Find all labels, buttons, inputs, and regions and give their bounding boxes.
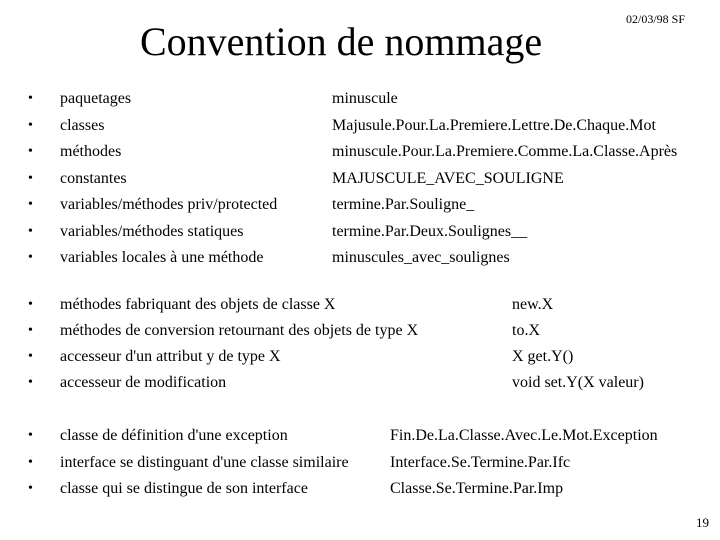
item-value: Fin.De.La.Classe.Avec.Le.Mot.Exception (390, 427, 658, 444)
bullet-icon: • (28, 170, 33, 186)
slide-date: 02/03/98 SF (626, 12, 686, 26)
list-item (0, 480, 720, 507)
list-item (0, 143, 720, 170)
bullet-icon: • (28, 250, 33, 265)
bullet-icon: • (28, 297, 33, 312)
item-label: constantes (60, 169, 127, 187)
item-value: Majusule.Pour.La.Premiere.Lettre.De.Chaque.Mot (332, 116, 656, 134)
item-label: variables/méthodes statiques (60, 222, 244, 240)
bullet-icon: • (28, 428, 33, 443)
bullet-icon: • (28, 223, 33, 239)
item-label: accesseur d'un attribut y de type X (60, 348, 281, 365)
list-item (0, 223, 720, 250)
bullet-icon: • (28, 375, 33, 390)
list-item (0, 170, 720, 197)
item-label: interface se distinguant d'une classe similaire (60, 453, 349, 471)
list-item (0, 117, 720, 144)
item-label: paquetages (60, 90, 132, 107)
item-label: variables locales à une méthode (60, 249, 264, 266)
list-item (0, 90, 720, 117)
item-value: minuscules_avec_soulignes (332, 249, 510, 266)
list-item (0, 322, 720, 348)
slide-title: Convention de nommage (140, 19, 543, 64)
class-conventions-group (0, 427, 720, 507)
item-value: Interface.Se.Termine.Par.Ifc (390, 453, 571, 471)
item-value: termine.Par.Souligne_ (332, 196, 475, 213)
list-item (0, 374, 720, 400)
method-conventions-group (0, 296, 720, 400)
item-value: new.X (512, 296, 554, 313)
naming-conventions-group (0, 90, 720, 276)
item-label: accesseur de modification (60, 374, 227, 391)
item-value: Classe.Se.Termine.Par.Imp (390, 480, 564, 497)
bullet-icon: • (28, 91, 33, 106)
page-number: 19 (696, 515, 709, 530)
item-value: to.X (512, 322, 540, 339)
item-label: méthodes fabriquant des objets de classe X (60, 296, 336, 313)
list-item (0, 296, 720, 322)
list-item (0, 348, 720, 374)
list-item (0, 196, 720, 223)
bullet-icon: • (28, 197, 33, 212)
bullet-icon: • (28, 117, 33, 133)
item-value: X get.Y() (512, 348, 574, 365)
item-label: variables/méthodes priv/protected (60, 196, 278, 213)
item-label: méthodes de conversion retournant des objets de type X (60, 322, 419, 339)
item-value: void set.Y(X valeur) (512, 374, 644, 391)
item-label: classe qui se distingue de son interface (60, 480, 308, 497)
item-label: méthodes (60, 143, 122, 160)
bullet-icon: • (28, 144, 33, 159)
item-label: classes (60, 116, 105, 134)
list-item (0, 454, 720, 481)
item-value: minuscule (332, 90, 398, 107)
list-item (0, 249, 720, 276)
item-value: MAJUSCULE_AVEC_SOULIGNE (332, 169, 564, 187)
bullet-icon: • (28, 481, 33, 496)
list-item (0, 427, 720, 454)
item-value: termine.Par.Deux.Soulignes__ (332, 222, 528, 240)
bullet-icon: • (28, 323, 33, 338)
item-label: classe de définition d'une exception (60, 427, 288, 444)
bullet-icon: • (28, 454, 33, 470)
item-value: minuscule.Pour.La.Premiere.Comme.La.Classe.Après (332, 143, 678, 160)
bullet-icon: • (28, 349, 33, 364)
